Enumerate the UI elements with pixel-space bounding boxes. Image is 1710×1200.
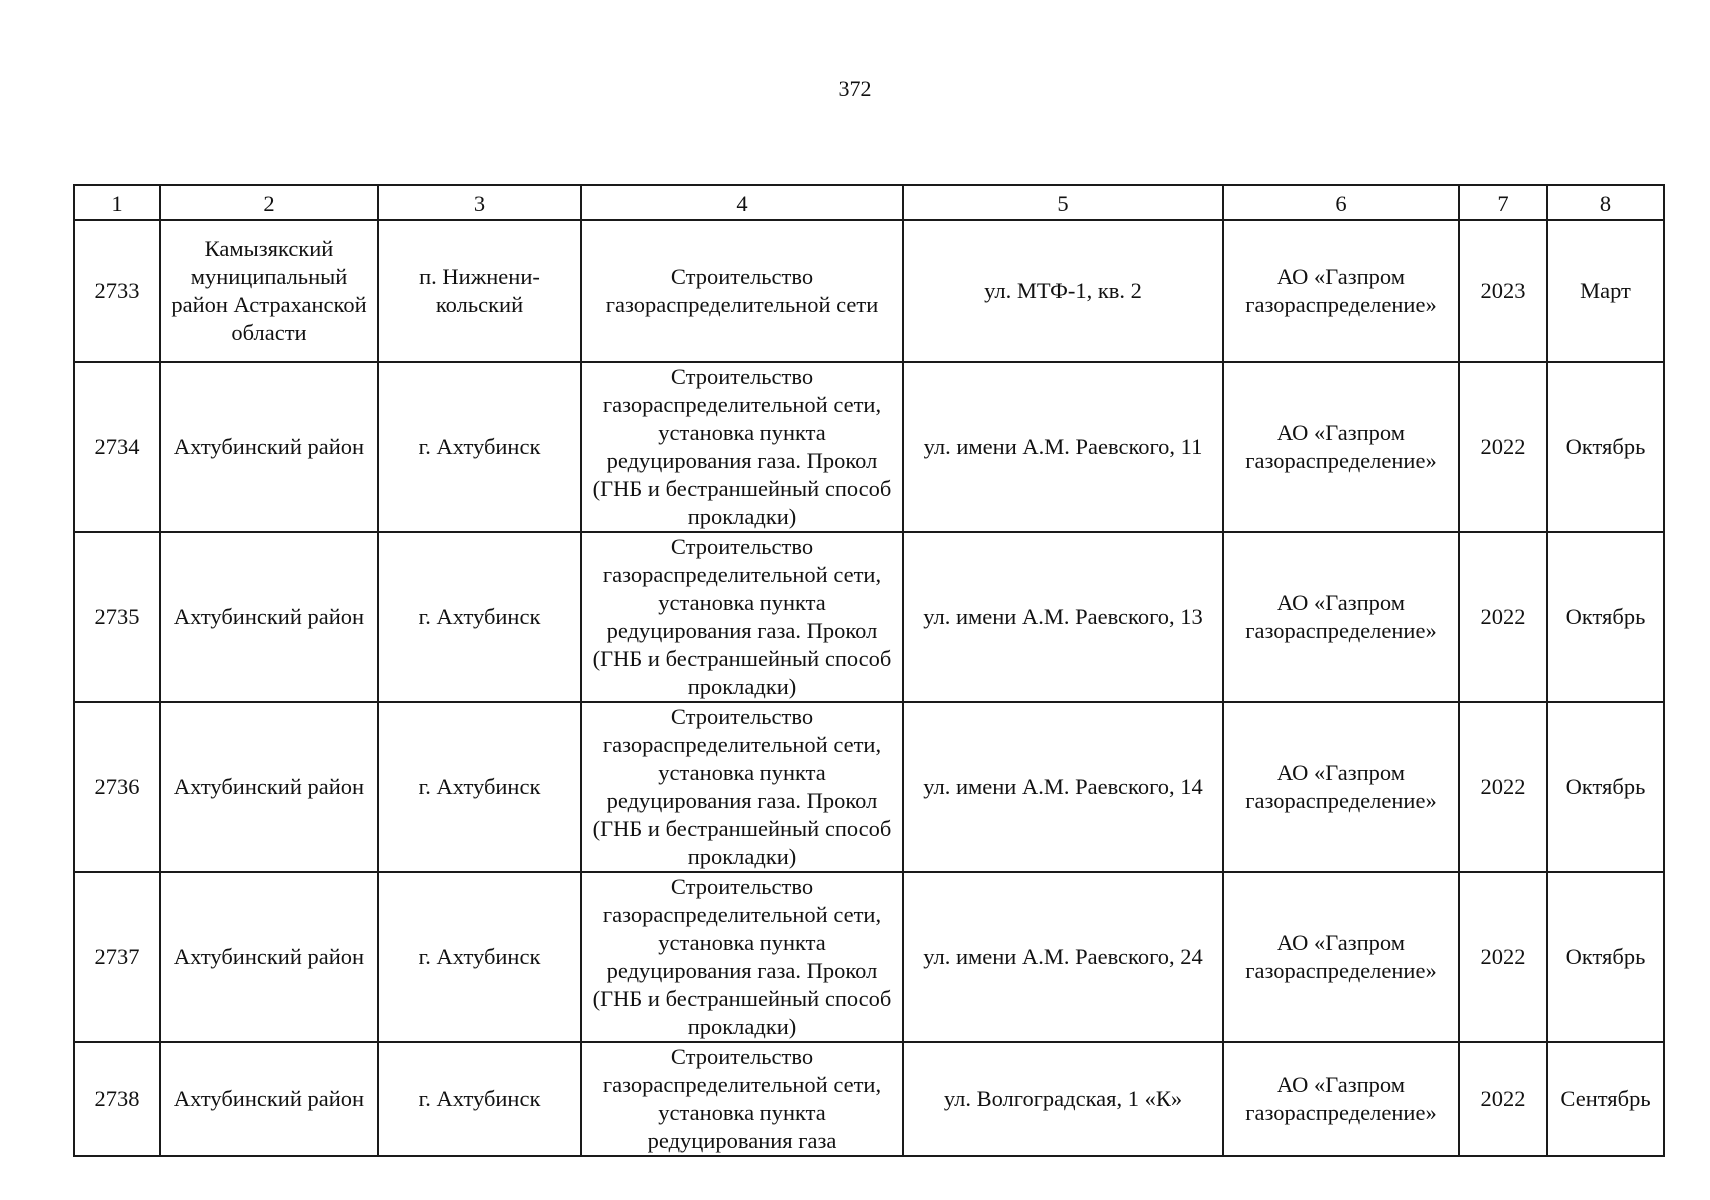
header-row bbox=[74, 185, 1664, 220]
cell-work: Строительство газораспределительной сети, установка пункта редуцирования газа. Прокол (ГНБ и бестраншейный способ прокладки) bbox=[581, 872, 903, 1042]
cell-district: Камызякский муниципальный район Астраханской области bbox=[160, 220, 378, 362]
header-col-4: 4 bbox=[581, 185, 903, 220]
cell-address: ул. МТФ-1, кв. 2 bbox=[903, 220, 1223, 362]
cell-work: Строительство газораспределительной сети bbox=[581, 220, 903, 362]
cell-address: ул. имени А.М. Раевского, 14 bbox=[903, 702, 1223, 872]
cell-year: 2022 bbox=[1459, 362, 1547, 532]
cell-work: Строительство газораспределительной сети, установка пункта редуцирования газа. Прокол (ГНБ и бестраншейный способ прокладки) bbox=[581, 362, 903, 532]
header-col-7: 7 bbox=[1459, 185, 1547, 220]
cell-organization: АО «Газпром газораспределение» bbox=[1223, 220, 1459, 362]
header-col-3: 3 bbox=[378, 185, 581, 220]
table-header bbox=[74, 185, 1664, 220]
cell-month: Сентябрь bbox=[1547, 1042, 1664, 1156]
cell-settlement: г. Ахтубинск bbox=[378, 532, 581, 702]
cell-district: Ахтубинский район bbox=[160, 702, 378, 872]
header-col-6: 6 bbox=[1223, 185, 1459, 220]
cell-work: Строительство газораспределительной сети, установка пункта редуцирования газа. Прокол (ГНБ и бестраншейный способ прокладки) bbox=[581, 702, 903, 872]
table-row bbox=[74, 532, 1664, 702]
cell-work: Строительство газораспределительной сети, установка пункта редуцирования газа bbox=[581, 1042, 903, 1156]
cell-settlement: г. Ахтубинск bbox=[378, 872, 581, 1042]
cell-month: Октябрь bbox=[1547, 872, 1664, 1042]
cell-number: 2735 bbox=[74, 532, 160, 702]
cell-address: ул. имени А.М. Раевского, 24 bbox=[903, 872, 1223, 1042]
cell-organization: АО «Газпром газораспределение» bbox=[1223, 872, 1459, 1042]
table-row bbox=[74, 1042, 1664, 1156]
cell-address: ул. Волгоградская, 1 «К» bbox=[903, 1042, 1223, 1156]
cell-district: Ахтубинский район bbox=[160, 872, 378, 1042]
cell-organization: АО «Газпром газораспределение» bbox=[1223, 532, 1459, 702]
cell-organization: АО «Газпром газораспределение» bbox=[1223, 362, 1459, 532]
cell-settlement: г. Ахтубинск bbox=[378, 702, 581, 872]
header-col-5: 5 bbox=[903, 185, 1223, 220]
cell-organization: АО «Газпром газораспределение» bbox=[1223, 702, 1459, 872]
cell-number: 2734 bbox=[74, 362, 160, 532]
header-col-1: 1 bbox=[74, 185, 160, 220]
table-row bbox=[74, 872, 1664, 1042]
header-col-2: 2 bbox=[160, 185, 378, 220]
cell-year: 2022 bbox=[1459, 1042, 1547, 1156]
header-col-8: 8 bbox=[1547, 185, 1664, 220]
cell-number: 2733 bbox=[74, 220, 160, 362]
cell-district: Ахтубинский район bbox=[160, 1042, 378, 1156]
table-body bbox=[74, 220, 1664, 1156]
table-row bbox=[74, 362, 1664, 532]
cell-number: 2738 bbox=[74, 1042, 160, 1156]
page-number: 372 bbox=[838, 76, 872, 101]
cell-settlement: г. Ахтубинск bbox=[378, 362, 581, 532]
cell-year: 2022 bbox=[1459, 532, 1547, 702]
cell-address: ул. имени А.М. Раевского, 11 bbox=[903, 362, 1223, 532]
table-row bbox=[74, 220, 1664, 362]
register-table bbox=[73, 184, 1665, 1157]
cell-year: 2022 bbox=[1459, 872, 1547, 1042]
cell-month: Октябрь bbox=[1547, 362, 1664, 532]
cell-month: Март bbox=[1547, 220, 1664, 362]
cell-month: Октябрь bbox=[1547, 702, 1664, 872]
cell-number: 2737 bbox=[74, 872, 160, 1042]
cell-address: ул. имени А.М. Раевского, 13 bbox=[903, 532, 1223, 702]
cell-district: Ахтубинский район bbox=[160, 362, 378, 532]
cell-settlement: г. Ахтубинск bbox=[378, 1042, 581, 1156]
cell-number: 2736 bbox=[74, 702, 160, 872]
cell-organization: АО «Газпром газораспределение» bbox=[1223, 1042, 1459, 1156]
cell-year: 2023 bbox=[1459, 220, 1547, 362]
table-row bbox=[74, 702, 1664, 872]
cell-settlement: п. Нижнени-кольский bbox=[378, 220, 581, 362]
cell-district: Ахтубинский район bbox=[160, 532, 378, 702]
cell-work: Строительство газораспределительной сети, установка пункта редуцирования газа. Прокол (ГНБ и бестраншейный способ прокладки) bbox=[581, 532, 903, 702]
cell-month: Октябрь bbox=[1547, 532, 1664, 702]
cell-year: 2022 bbox=[1459, 702, 1547, 872]
